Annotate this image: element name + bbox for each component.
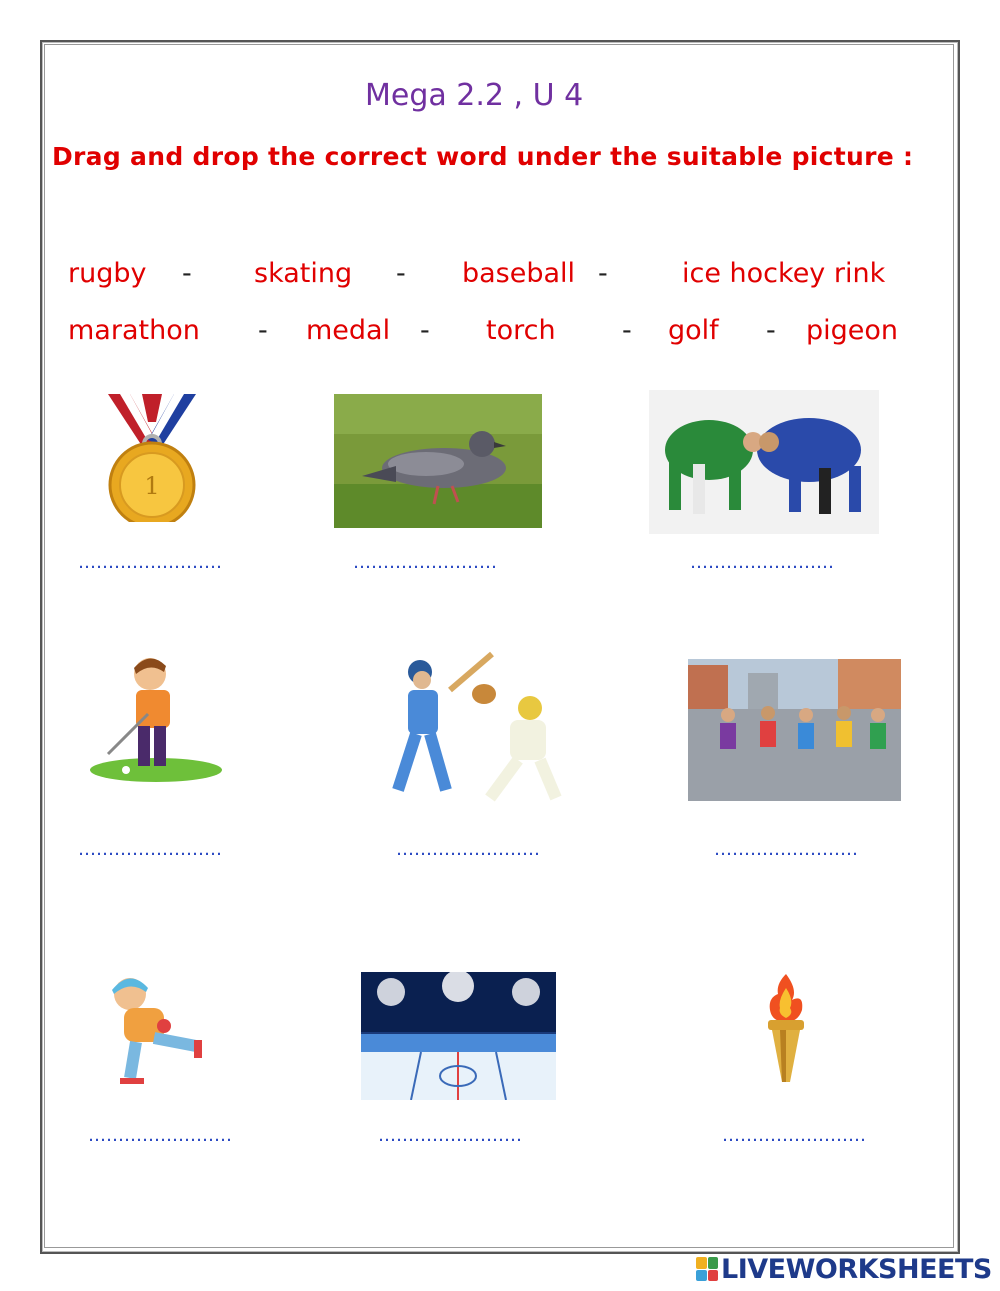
word-baseball[interactable]: baseball	[462, 258, 576, 289]
word-medal[interactable]: medal	[306, 315, 391, 346]
ice-hockey-rink-picture	[361, 972, 556, 1100]
separator: -	[622, 315, 632, 346]
marathon-picture	[688, 659, 901, 801]
liveworksheets-logo-text: LIVEWORKSHEETS	[721, 1253, 992, 1285]
separator: -	[598, 258, 608, 289]
liveworksheets-logo-icon	[696, 1257, 718, 1281]
answer-blank-1[interactable]: ……………………	[78, 552, 222, 573]
pigeon-picture	[334, 394, 542, 528]
rugby-picture	[649, 390, 879, 534]
separator: -	[766, 315, 776, 346]
separator: -	[420, 315, 430, 346]
answer-blank-8[interactable]: ……………………	[378, 1125, 522, 1146]
svg-text:1: 1	[144, 472, 160, 500]
answer-blank-4[interactable]: ……………………	[78, 839, 222, 860]
answer-blank-6[interactable]: ……………………	[714, 839, 858, 860]
separator: -	[396, 258, 406, 289]
worksheet-title: Mega 2.2 , U 4	[365, 78, 584, 113]
word-rugby[interactable]: rugby	[68, 258, 147, 289]
skating-picture	[100, 974, 214, 1090]
answer-blank-5[interactable]: ……………………	[396, 839, 540, 860]
answer-blank-3[interactable]: ……………………	[690, 552, 834, 573]
answer-blank-9[interactable]: ……………………	[722, 1125, 866, 1146]
baseball-picture	[380, 650, 570, 808]
separator: -	[258, 315, 268, 346]
word-skating[interactable]: skating	[254, 258, 353, 289]
word-golf[interactable]: golf	[668, 315, 719, 346]
medal-picture	[90, 392, 214, 522]
word-torch[interactable]: torch	[486, 315, 556, 346]
word-marathon[interactable]: marathon	[68, 315, 200, 346]
golf-picture	[86, 654, 226, 784]
word-ice-hockey-rink[interactable]: ice hockey rink	[682, 258, 886, 289]
torch-picture	[758, 970, 814, 1086]
answer-blank-7[interactable]: ……………………	[88, 1125, 232, 1146]
word-pigeon[interactable]: pigeon	[806, 315, 899, 346]
liveworksheets-logo	[696, 1254, 992, 1284]
instruction-text: Drag and drop the correct word under the suitable picture :	[52, 142, 914, 171]
answer-blank-2[interactable]: ……………………	[353, 552, 497, 573]
separator: -	[182, 258, 192, 289]
